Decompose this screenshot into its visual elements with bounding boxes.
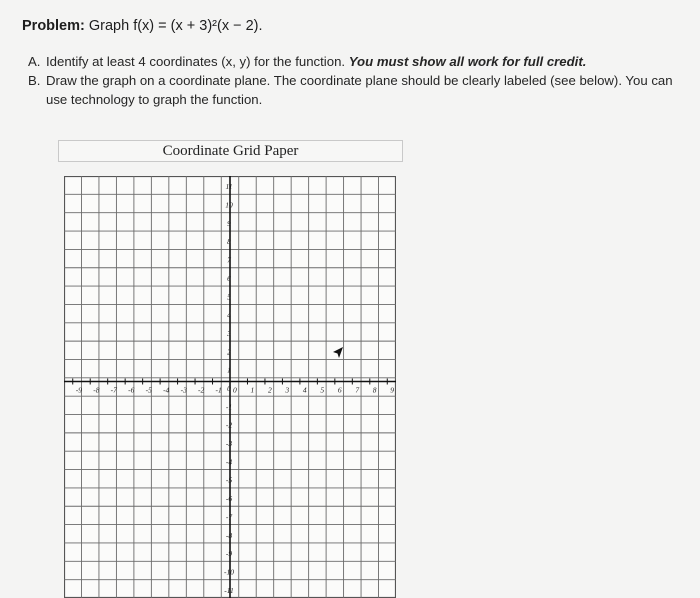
y-tick-label: 6 [227, 273, 231, 283]
x-tick-label: -6 [128, 385, 135, 395]
y-tick-label: 10 [225, 200, 233, 210]
y-tick-label: 0 [227, 384, 231, 393]
instruction-a [28, 52, 678, 71]
instructions-list [28, 52, 678, 109]
instruction-a-text: Identify at least 4 coordinates (x, y) for the function. [46, 54, 346, 69]
x-tick-label: 6 [337, 385, 342, 395]
x-tick-label: 7 [355, 385, 360, 395]
y-tick-label: 7 [227, 255, 231, 265]
problem-label: Problem: [22, 18, 85, 34]
y-tick-label: -3 [225, 439, 233, 449]
y-tick-label: -2 [225, 420, 233, 430]
x-tick-label: 5 [320, 385, 325, 395]
x-tick-label: -7 [110, 385, 117, 395]
y-tick-label: -4 [225, 457, 233, 467]
instruction-a-emphasis: You must show all work for full credit. [348, 54, 587, 69]
instruction-b-text: Draw the graph on a coordinate plane. The coordinate plane should be clearly labeled (see below). You can use technology to graph the function. [46, 73, 673, 107]
y-tick-label: 1 [227, 365, 231, 375]
y-tick-label: 11 [225, 182, 233, 192]
y-tick-label: 5 [227, 292, 231, 302]
instruction-b-letter: B. [28, 73, 41, 88]
y-tick-label: 3 [227, 328, 231, 338]
x-tick-label: 4 [302, 385, 307, 395]
x-tick-label: -3 [180, 385, 187, 395]
y-tick-label: -6 [225, 494, 233, 504]
x-tick-label: 2 [267, 385, 272, 395]
y-tick-label: -8 [225, 530, 233, 540]
x-tick-label: 1 [250, 385, 255, 395]
x-tick-label: 3 [285, 385, 290, 395]
instruction-b [28, 71, 678, 109]
y-tick-label: 9 [227, 218, 231, 228]
x-tick-label: -9 [75, 385, 82, 395]
x-tick-label: -1 [215, 385, 222, 395]
coordinate-grid [64, 176, 396, 598]
mouse-cursor-icon [331, 346, 345, 360]
y-tick-label: 2 [227, 347, 231, 357]
y-tick-label: -7 [225, 512, 233, 522]
y-tick-label: -11 [224, 585, 234, 595]
y-tick-label: -9 [225, 549, 233, 559]
x-tick-label: -8 [93, 385, 100, 395]
x-tick-label: -5 [145, 385, 152, 395]
y-tick-label: -5 [225, 475, 233, 485]
y-tick-label: 4 [227, 310, 231, 320]
x-tick-label: -2 [198, 385, 205, 395]
instruction-a-letter: A. [28, 54, 41, 69]
problem-statement [22, 18, 263, 34]
x-tick-label: 8 [372, 385, 377, 395]
y-tick-label: -10 [224, 567, 234, 577]
problem-text: Graph f(x) = (x + 3)²(x − 2). [88, 18, 263, 34]
x-tick-label: 0 [233, 385, 237, 395]
y-tick-label: 8 [227, 237, 231, 247]
x-tick-label: 9 [390, 385, 395, 395]
grid-paper-title: Coordinate Grid Paper [58, 140, 403, 162]
y-tick-label: -1 [225, 402, 233, 412]
x-tick-label: -4 [163, 385, 170, 395]
